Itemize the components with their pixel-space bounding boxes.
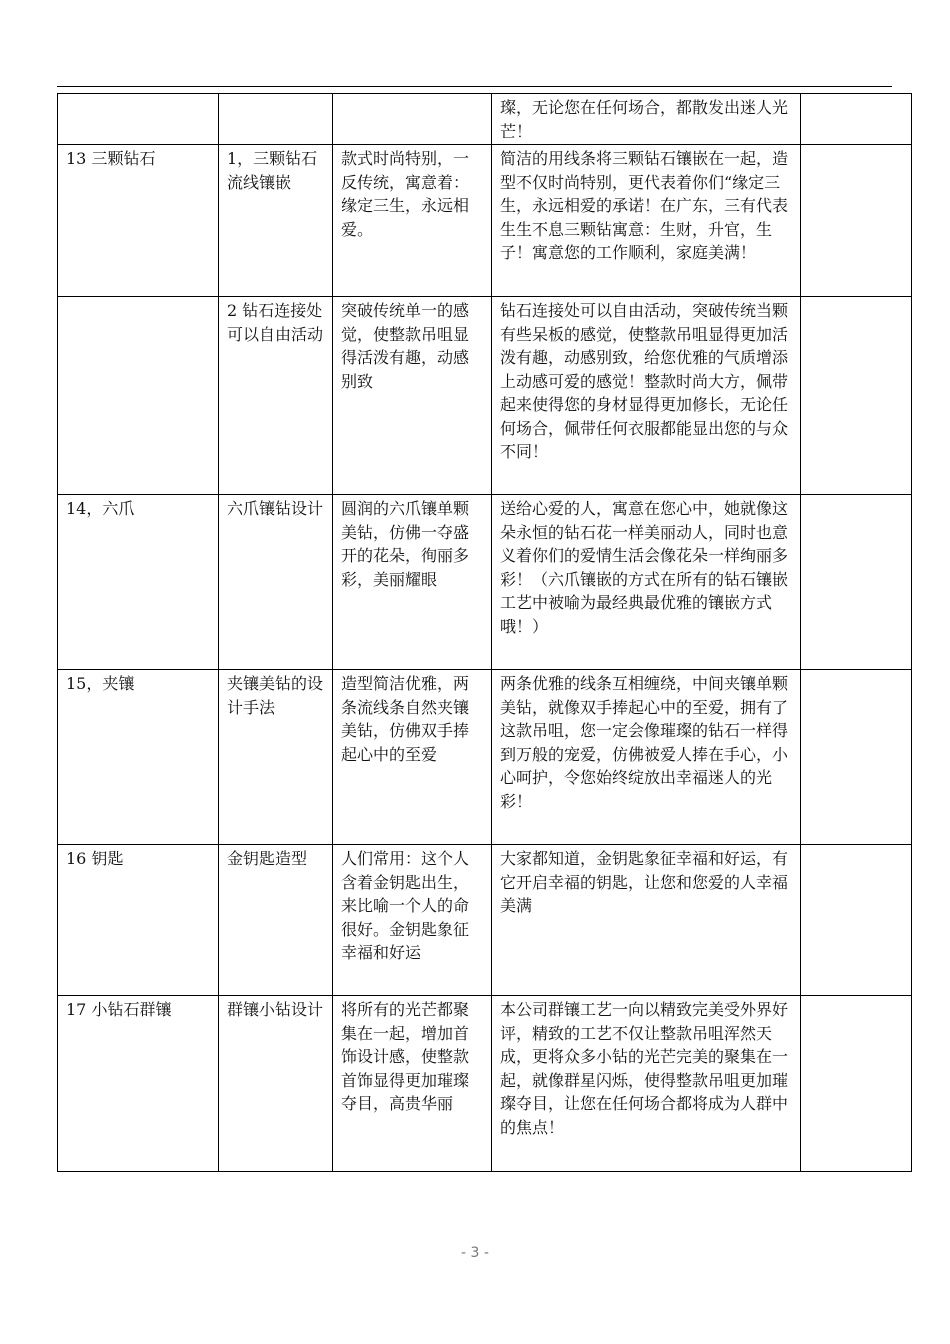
product-table [57, 93, 912, 1172]
cell-meaning: 送给心爱的人，寓意在您心中，她就像这朵永恒的钻石花一样美丽动人，同时也意义着你们的爱情生活会像花朵一样绚丽多彩！（六爪镶嵌的方式在所有的钻石镶嵌工艺中被喻为最经典最优雅的镶嵌方式哦！） [492, 495, 801, 670]
table-row [58, 495, 912, 670]
cell-notes [801, 495, 912, 670]
cell-notes [801, 94, 912, 145]
cell-feature: 六爪镶钻设计 [219, 495, 333, 670]
cell-feature [219, 94, 333, 145]
cell-meaning: 钻石连接处可以自由活动，突破传统当颗有些呆板的感觉，使整款吊咀显得更加活泼有趣，动感别致，给您优雅的气质增添上动感可爱的感觉！整款时尚大方，佩带起来使得您的身材显得更加修长，无论任何场合，佩带任何衣服都能显出您的与众不同！ [492, 297, 801, 495]
cell-item [58, 297, 219, 495]
cell-description: 将所有的光芒都聚集在一起，增加首饰设计感，使整款首饰显得更加璀璨夺目，高贵华丽 [333, 996, 492, 1172]
cell-item: 15，夹镶 [58, 670, 219, 845]
header-rule [57, 86, 892, 87]
table-row [58, 297, 912, 495]
table-row [58, 94, 912, 145]
cell-meaning: 简洁的用线条将三颗钻石镶嵌在一起，造型不仅时尚特别，更代表着你们“缘定三生，永远相爱的承诺！在广东，三有代表生生不息三颗钻寓意：生财，升官，生子！寓意您的工作顺利，家庭美满！ [492, 145, 801, 297]
table-row [58, 670, 912, 845]
table-row [58, 996, 912, 1172]
cell-notes [801, 145, 912, 297]
cell-meaning: 两条优雅的线条互相缠绕，中间夹镶单颗美钻，就像双手捧起心中的至爱，拥有了这款吊咀，您一定会像璀璨的钻石一样得到万般的宠爱，仿佛被爱人捧在手心，小心呵护，令您始终绽放出幸福迷人的光彩！ [492, 670, 801, 845]
cell-feature: 群镶小钻设计 [219, 996, 333, 1172]
cell-notes [801, 670, 912, 845]
cell-feature: 夹镶美钻的设计手法 [219, 670, 333, 845]
cell-description: 造型简洁优雅，两条流线条自然夹镶美钻，仿佛双手捧起心中的至爱 [333, 670, 492, 845]
cell-meaning: 本公司群镶工艺一向以精致完美受外界好评，精致的工艺不仅让整款吊咀浑然天成，更将众多小钻的光芒完美的聚集在一起，就像群星闪烁，使得整款吊咀更加璀璨夺目，让您在任何场合都将成为人群中的焦点！ [492, 996, 801, 1172]
cell-feature: 2 钻石连接处可以自由活动 [219, 297, 333, 495]
cell-item: 17 小钻石群镶 [58, 996, 219, 1172]
cell-description: 突破传统单一的感觉，使整款吊咀显得活泼有趣，动感别致 [333, 297, 492, 495]
cell-description: 圆润的六爪镶单颗美钻，仿佛一夺盛开的花朵，徇丽多彩，美丽耀眼 [333, 495, 492, 670]
cell-feature: 金钥匙造型 [219, 845, 333, 996]
cell-item: 13 三颗钻石 [58, 145, 219, 297]
cell-item [58, 94, 219, 145]
cell-notes [801, 845, 912, 996]
cell-item: 16 钥匙 [58, 845, 219, 996]
cell-notes [801, 297, 912, 495]
cell-meaning: 大家都知道，金钥匙象征幸福和好运，有它开启幸福的钥匙，让您和您爱的人幸福美满 [492, 845, 801, 996]
table-row [58, 145, 912, 297]
cell-description [333, 94, 492, 145]
cell-description: 款式时尚特别，一反传统，寓意着：缘定三生，永远相爱。 [333, 145, 492, 297]
cell-item: 14，六爪 [58, 495, 219, 670]
cell-notes [801, 996, 912, 1172]
cell-description: 人们常用：这个人含着金钥匙出生，来比喻一个人的命很好。金钥匙象征幸福和好运 [333, 845, 492, 996]
table-row [58, 845, 912, 996]
page-number: - 3 - [461, 1245, 489, 1261]
cell-feature: 1，三颗钻石流线镶嵌 [219, 145, 333, 297]
cell-meaning: 璨，无论您在任何场合，都散发出迷人光芒！ [492, 94, 801, 145]
